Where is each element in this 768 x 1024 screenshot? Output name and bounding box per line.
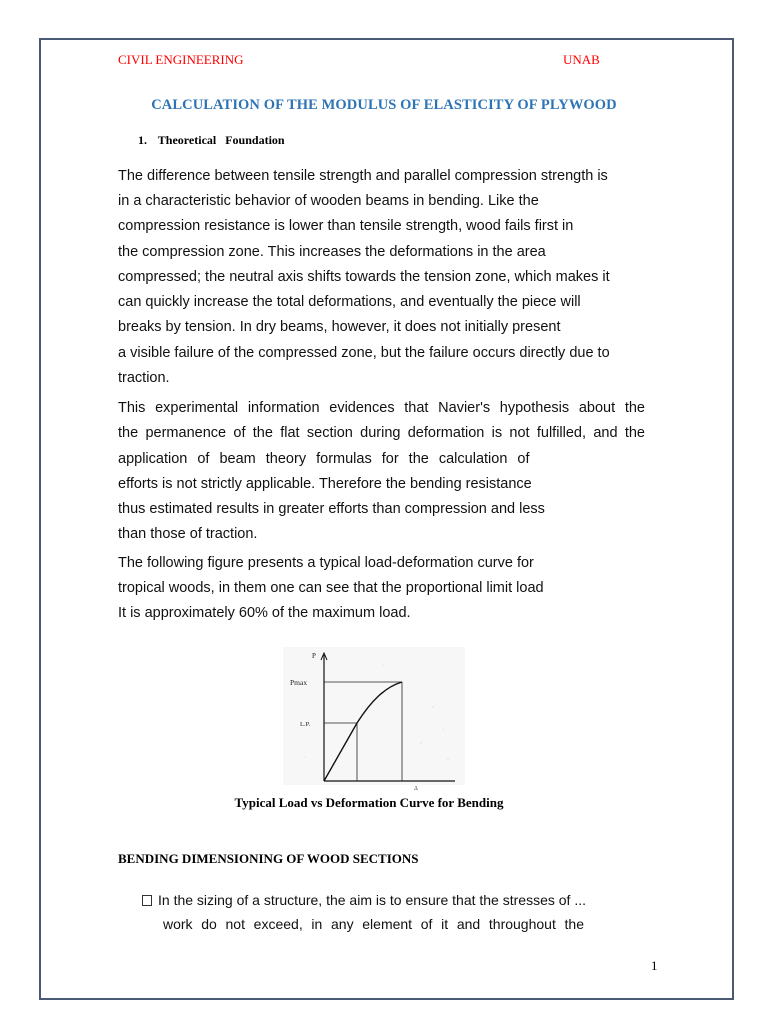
section-heading	[138, 133, 285, 148]
lp-label: L.P.	[300, 721, 311, 728]
paragraph-line: the compression zone. This increases the deformations in the area	[118, 244, 546, 260]
paragraph-line: than those of traction.	[118, 526, 258, 542]
paragraph-line: thus estimated results in greater efforts than compression and less	[118, 501, 545, 517]
paragraph-line: The following figure presents a typical load-deformation curve for	[118, 555, 534, 571]
paragraph-line: can quickly increase the total deformations, and eventually the piece will	[118, 294, 581, 310]
page-number: 1	[651, 958, 658, 973]
paragraph-line: a visible failure of the compressed zone, but the failure occurs directly due to	[118, 345, 610, 361]
section-number: 1.	[138, 133, 147, 147]
paragraph-line: It is approximately 60% of the maximum load.	[118, 605, 411, 621]
paragraph-line: application of beam theory formulas for the calculation of	[118, 451, 530, 467]
document-title: CALCULATION OF THE MODULUS OF ELASTICITY OF PLYWOOD	[151, 97, 617, 113]
load-deformation-curve-image	[283, 647, 465, 792]
bullet-text: In the sizing of a structure, the aim is to ensure that the stresses of ...	[158, 892, 586, 908]
y-axis-label: P	[312, 652, 316, 660]
paragraph-line: in a characteristic behavior of wooden beams in bending. Like the	[118, 193, 539, 209]
paragraph-line: breaks by tension. In dry beams, however, it does not initially present	[118, 319, 561, 335]
bullet-continuation: work do not exceed, in any element of it and throughout the	[163, 916, 584, 932]
header-left: CIVIL ENGINEERING	[118, 52, 244, 67]
section-heading-text: Theoretical Foundation	[157, 133, 285, 147]
load-deformation-figure	[283, 647, 465, 792]
paragraph-line: efforts is not strictly applicable. Therefore the bending resistance	[118, 476, 532, 492]
paragraph-line: This experimental information evidences that Navier's hypothesis about the	[118, 400, 645, 416]
pmax-label: Pmax	[290, 678, 308, 687]
x-axis-label: Δ	[414, 786, 418, 792]
paragraph-line: traction.	[118, 370, 170, 386]
figure-caption: Typical Load vs Deformation Curve for Bending	[234, 795, 504, 810]
paragraph-line: the permanence of the flat section during deformation is not fulfilled, and the	[118, 425, 645, 441]
paragraph-line: compression resistance is lower than tensile strength, wood fails first in	[118, 218, 574, 234]
paragraph-line: compressed; the neutral axis shifts towards the tension zone, which makes it	[118, 269, 610, 285]
bullet-box-icon	[142, 895, 152, 906]
paragraph-line: tropical woods, in them one can see that the proportional limit load	[118, 580, 544, 596]
section-2-heading: BENDING DIMENSIONING OF WOOD SECTIONS	[118, 851, 419, 866]
bullet-item	[142, 892, 586, 908]
paragraph-line: The difference between tensile strength and parallel compression strength is	[118, 168, 608, 184]
header-right: UNAB	[563, 52, 600, 67]
